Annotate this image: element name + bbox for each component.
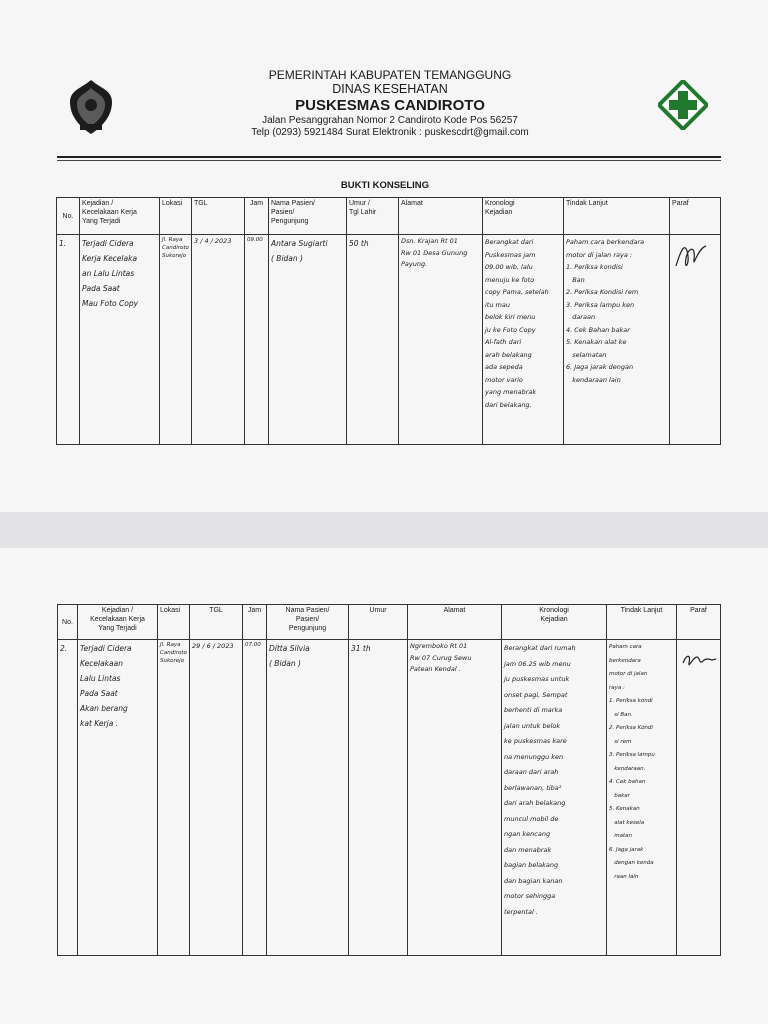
col-paraf: Paraf <box>677 605 721 640</box>
header-divider <box>57 156 721 158</box>
row-tgl: 3 / 4 / 2023 <box>194 237 232 245</box>
col-alamat: Alamat <box>408 605 502 640</box>
header-government: PEMERINTAH KABUPATEN TEMANGGUNG <box>268 68 512 82</box>
col-jam: Jam <box>245 198 269 235</box>
col-jam: Jam <box>243 605 267 640</box>
puskesmas-cross-icon <box>658 80 708 130</box>
signature-icon <box>672 236 712 276</box>
header-contact: Telp (0293) 5921484 Surat Elektronik : puskescdrt@gmail.com <box>251 127 529 138</box>
row-tindak-lanjut: Paham cara berkendara motor di jalan raya : 1. Periksa kondi si Ban. 2. Periksa Kondi si rem 3. Periksa lampu kendaraan. 4. Cek bahan bakar 5. Kenakan alat kesela matan 6. Jaga jarak dengan kenda raan lain <box>609 644 655 880</box>
counseling-table-1 <box>56 197 721 445</box>
regency-crest-icon <box>66 78 116 136</box>
col-tindak-lanjut: Tindak Lanjut <box>607 605 677 640</box>
col-kejadian: Kejadian / Kecelakaan Kerja Yang Terjadi <box>78 605 158 640</box>
header-address: Jalan Pesanggrahan Nomor 2 Candiroto Kode Pos 56257 <box>262 115 518 126</box>
row-no: 2. <box>60 644 68 653</box>
row-alamat: Ngremboko Rt 01 Rw 07 Curug Sewu Patean Kendal . <box>410 642 472 673</box>
row-umur: 50 th <box>349 239 369 248</box>
row-kejadian: Terjadi Cidera Kerja Kecelaka an Lalu Lintas Pada Saat Mau Foto Copy <box>82 239 139 308</box>
col-tgl: TGL <box>192 198 245 235</box>
row-tgl: 29 / 6 / 2023 <box>192 642 234 650</box>
col-alamat: Alamat <box>399 198 483 235</box>
col-no: No. <box>58 605 78 640</box>
col-lokasi: Lokasi <box>160 198 192 235</box>
row-no: 1. <box>59 239 67 248</box>
row-nama: Ditta Silvia ( Bidan ) <box>269 644 310 668</box>
page-gap <box>0 512 768 548</box>
scan-page-2 <box>0 548 768 1024</box>
col-no: No. <box>57 198 80 235</box>
col-kronologi: Kronologi Kejadian <box>502 605 607 640</box>
row-kronologi: Berangkat dari Puskesmas jam 09.00 wib, lalu menuju ke foto copy Pama, setelah itu mau belok kiri menu ju ke Foto Copy Al-fath dari arah belakang ada sepeda motor vario yang menabrak dari belakang. <box>485 238 549 409</box>
table-header-row <box>57 198 721 235</box>
col-nama: Nama Pasien/ Pasien/ Pengunjung <box>269 198 347 235</box>
col-nama: Nama Pasien/ Pasien/ Pengunjung <box>267 605 349 640</box>
table-header-row <box>58 605 721 640</box>
col-kronologi: Kronologi Kejadian <box>483 198 564 235</box>
header-agency: DINAS KESEHATAN <box>332 82 448 96</box>
table-row <box>58 640 721 956</box>
row-tindak-lanjut: Paham cara berkendara motor di jalan raya : 1. Periksa kondisi Ban 2. Periksa Kondisi rem 3. Periksa lampu ken daraan 4. Cek Bahan bakar 5. Kenakan alat ke selamatan 6. Jaga jarak dengan kendaraan lain <box>566 238 645 384</box>
row-alamat: Dsn. Krajan Rt 01 Rw 01 Desa Gunung Payung. <box>401 237 468 268</box>
counseling-table-2 <box>57 604 721 956</box>
col-umur: Umur <box>349 605 408 640</box>
row-jam: 07.00 <box>245 642 261 648</box>
row-lokasi: Jl. Raya Candiroto Sukorejo <box>160 642 187 664</box>
row-lokasi: Jl. Raya Candiroto Sukorejo <box>162 237 189 259</box>
row-umur: 31 th <box>351 644 371 653</box>
col-umur: Umur / Tgl Lahir <box>347 198 399 235</box>
header-institution: PUSKESMAS CANDIROTO <box>295 97 485 114</box>
document-title: BUKTI KONSELING <box>340 180 430 191</box>
signature-icon <box>679 641 719 681</box>
row-kejadian: Terjadi Cidera Kecelakaan Lalu Lintas Pada Saat Akan berang kat Kerja . <box>80 644 132 728</box>
col-kejadian: Kejadian / Kecelakaan Kerja Yang Terjadi <box>80 198 160 235</box>
col-lokasi: Lokasi <box>158 605 190 640</box>
row-nama: Antara Sugiarti ( Bidan ) <box>271 239 328 263</box>
row-kronologi: Berangkat dari rumah jam 06.25 wib menu ju puskesmas untuk onset pagi, Sempat berhenti di marka jalan untuk belok ke puskesmas kare na menunggu ken daraan dari arah berlawanan, tiba² dari arah belakang muncul mobil de ngan kencang dan menabrak bagian belakang dan bagian kanan motor sehingga terpental . <box>504 644 576 916</box>
col-paraf: Paraf <box>670 198 721 235</box>
header-divider-thin <box>57 160 721 161</box>
col-tgl: TGL <box>190 605 243 640</box>
row-jam: 09.00 <box>247 237 263 243</box>
table-row <box>57 235 721 445</box>
col-tindak-lanjut: Tindak Lanjut <box>564 198 670 235</box>
